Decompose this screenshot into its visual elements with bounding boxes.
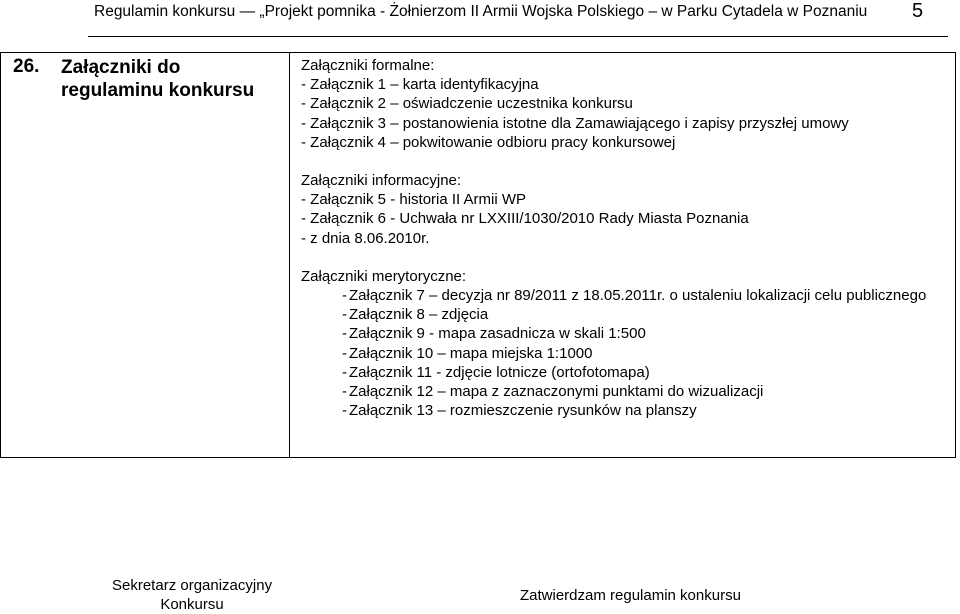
attachments-content xyxy=(290,53,955,420)
attachments-content-cell xyxy=(290,53,956,458)
list-item xyxy=(301,286,949,305)
spacer xyxy=(301,248,949,267)
list-item xyxy=(301,382,949,401)
section-title-line2: regulaminu konkursu xyxy=(61,80,255,101)
formal-item: - Załącznik 4 – pokwitowanie odbioru pracy konkursowej xyxy=(301,133,676,151)
list-item xyxy=(301,344,949,363)
document-title: Regulamin konkursu — „Projekt pomnika - Żołnierzom II Armii Wojska Polskiego – w Parku Cytadela w Poznaniu xyxy=(94,3,868,20)
signature-secretary-line1: Sekretarz organizacyjny xyxy=(112,577,273,594)
signature-approval: Zatwierdzam regulamin konkursu xyxy=(520,587,741,604)
list-dash: - xyxy=(342,344,347,362)
list-item-text: Załącznik 7 – decyzja nr 89/2011 z 18.05.2011r. o ustaleniu lokalizacji celu publicznego xyxy=(349,287,927,305)
header-divider xyxy=(88,36,948,37)
attachments-table xyxy=(0,52,956,458)
signature-secretary xyxy=(112,576,272,614)
page-header xyxy=(0,0,960,42)
section-title-line1: Załączniki do xyxy=(61,57,181,78)
list-item-text: Załącznik 12 – mapa z zaznaczonymi punktami do wizualizacji xyxy=(349,383,764,401)
list-item-text: Załącznik 10 – mapa miejska 1:1000 xyxy=(349,344,593,362)
list-item-text: Załącznik 9 - mapa zasadnicza w skali 1:500 xyxy=(349,325,646,343)
formal-item: - Załącznik 1 – karta identyfikacyjna xyxy=(301,76,539,94)
list-dash: - xyxy=(342,363,347,381)
section-number: 26. xyxy=(13,56,40,77)
signature-secretary-line2: Konkursu xyxy=(160,596,224,613)
section-heading-cell xyxy=(1,53,290,458)
informational-item: - z dnia 8.06.2010r. xyxy=(301,229,430,247)
list-item xyxy=(301,305,949,324)
list-dash: - xyxy=(342,402,347,420)
substantive-heading: Załączniki merytoryczne: xyxy=(301,267,467,285)
list-item xyxy=(301,324,949,343)
list-item-text: Załącznik 13 – rozmieszczenie rysunków na planszy xyxy=(349,402,697,420)
list-item-text: Załącznik 8 – zdjęcia xyxy=(349,306,489,324)
list-dash: - xyxy=(342,383,347,401)
formal-item: - Załącznik 2 – oświadczenie uczestnika konkursu xyxy=(301,95,633,113)
section-title xyxy=(61,56,281,102)
list-item xyxy=(301,401,949,420)
spacer xyxy=(301,152,949,171)
list-dash: - xyxy=(342,325,347,343)
list-item-text: Załącznik 11 - zdjęcie lotnicze (ortofotomapa) xyxy=(349,363,650,381)
page-number: 5 xyxy=(912,0,924,22)
informational-item: - Załącznik 5 - historia II Armii WP xyxy=(301,191,527,209)
list-item xyxy=(301,363,949,382)
list-dash: - xyxy=(342,287,347,305)
informational-item: - Załącznik 6 - Uchwała nr LXXIII/1030/2010 Rady Miasta Poznania xyxy=(301,210,749,228)
substantive-list xyxy=(301,286,949,420)
formal-item: - Załącznik 3 – postanowienia istotne dla Zamawiającego i zapisy przyszłej umowy xyxy=(301,114,849,132)
informational-heading: Załączniki informacyjne: xyxy=(301,172,462,190)
list-dash: - xyxy=(342,306,347,324)
formal-heading: Załączniki formalne: xyxy=(301,57,435,74)
